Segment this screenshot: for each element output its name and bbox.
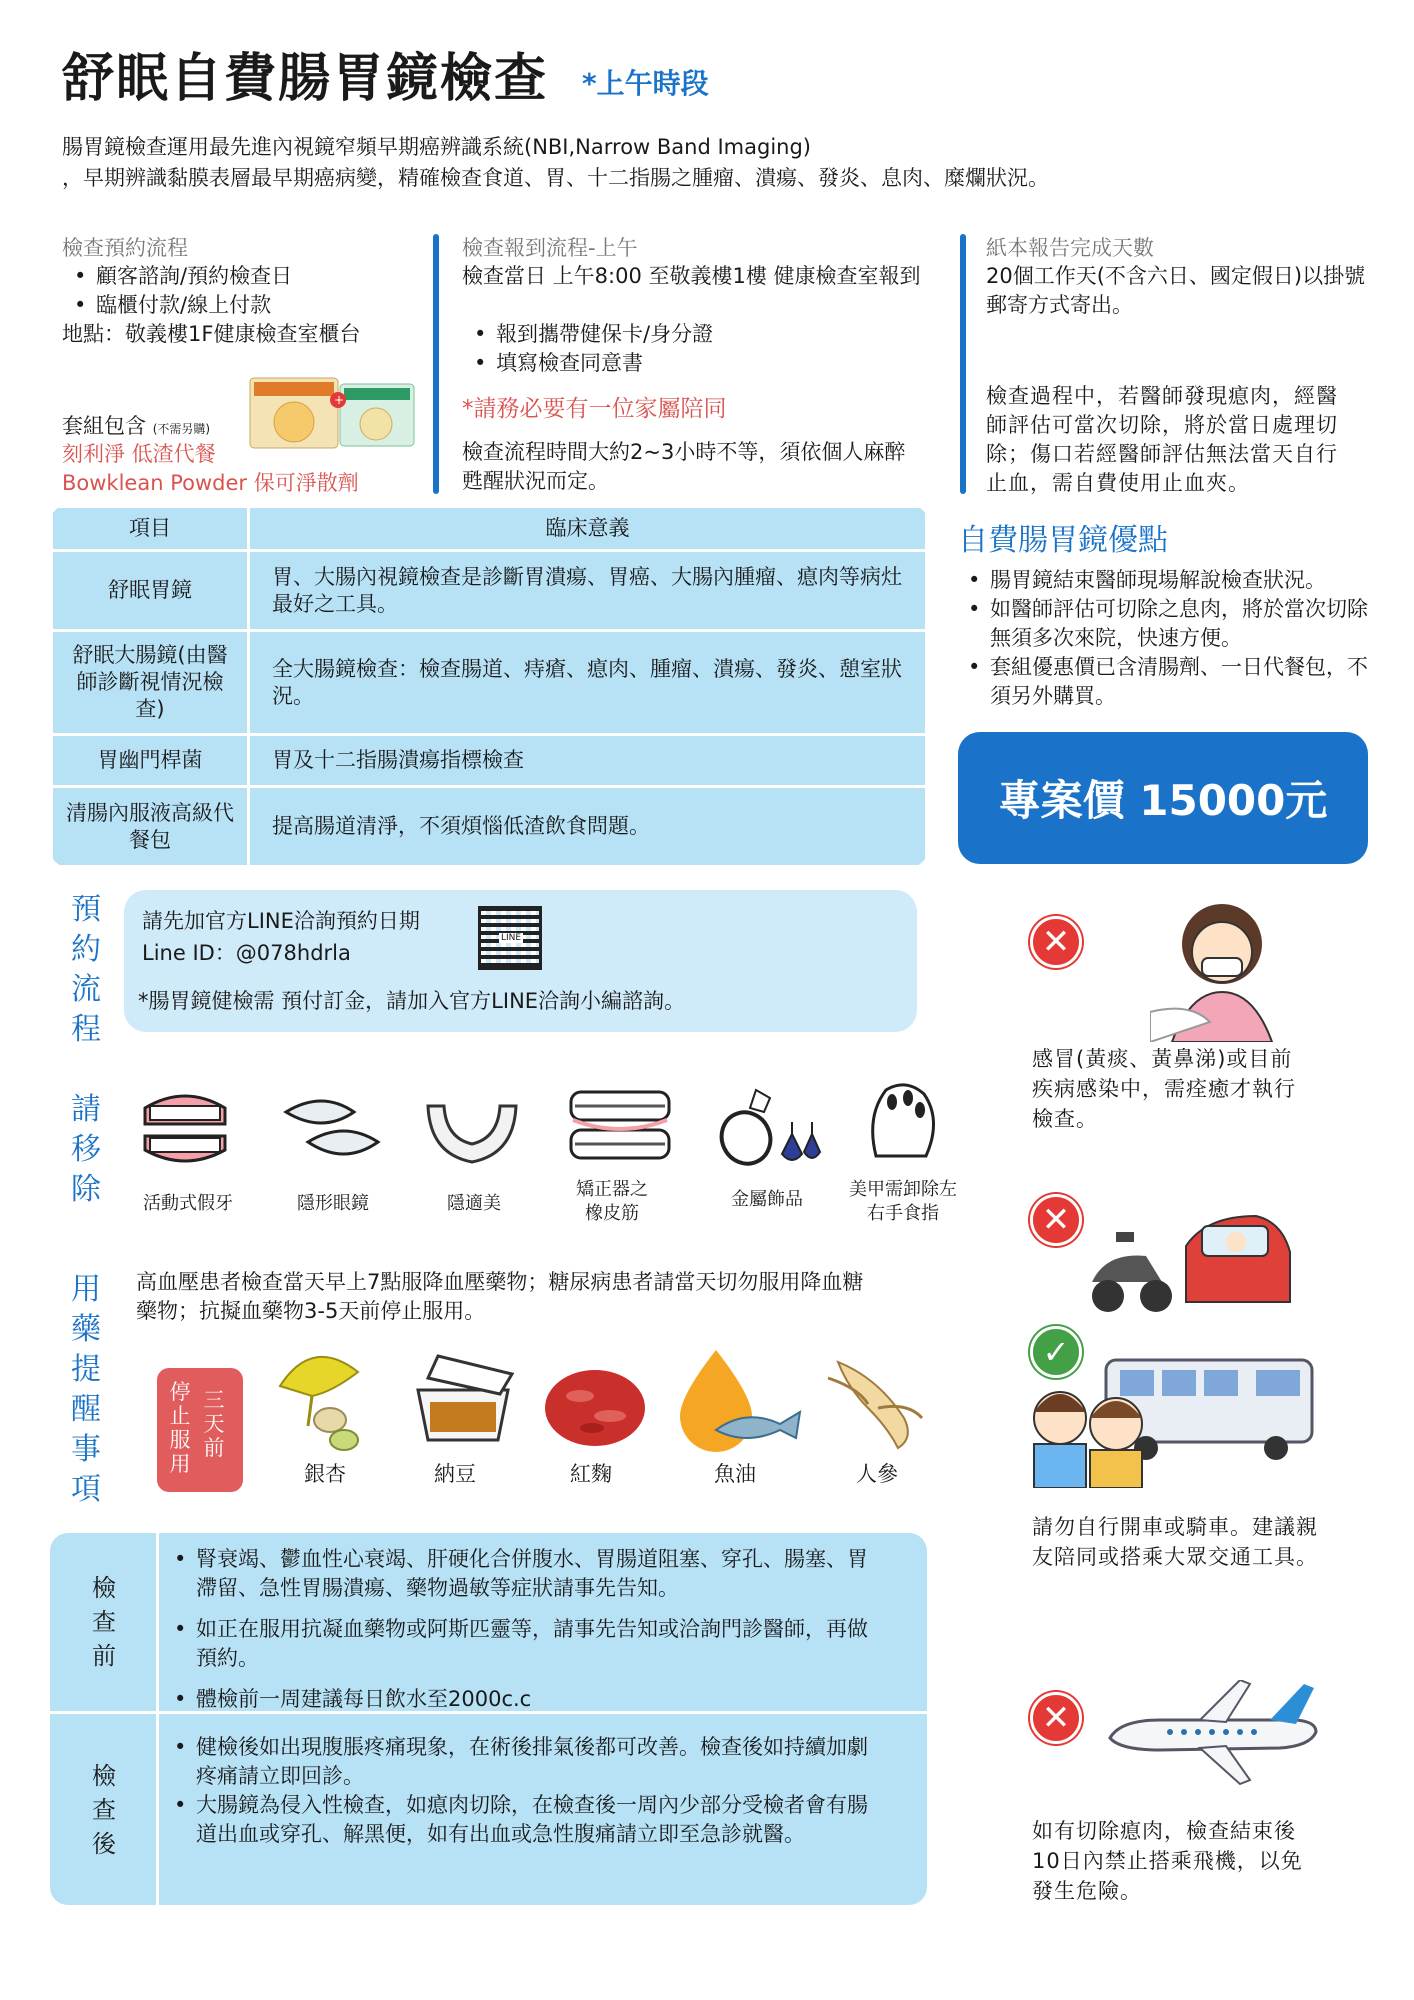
table-header-row: [52, 507, 927, 551]
prohibited-icon: ✕: [1030, 1692, 1082, 1744]
remove-label: 矯正器之橡皮筋: [576, 1179, 648, 1224]
table-row: [52, 787, 927, 867]
food-label: 紅麴: [570, 1462, 612, 1486]
food-label: 人參: [856, 1462, 898, 1486]
before-list: [168, 1545, 868, 1714]
package-meal: 刻利淨 低渣代餐: [62, 442, 216, 466]
checkin-item: • 報到攜帶健保卡/身分證: [468, 320, 908, 349]
table-col-item: 項目: [52, 507, 249, 551]
flight-note: 如有切除瘜肉，檢查結束後10日內禁止搭乘飛機，以免發生危險。: [1032, 1819, 1303, 1903]
table-cell-item: 舒眠胃鏡: [52, 551, 249, 631]
dentures-icon: [140, 1088, 230, 1168]
before-item: • 體檢前一周建議每日飲水至2000c.c: [168, 1685, 868, 1714]
remove-label: 隱形眼鏡: [297, 1193, 369, 1214]
line-instruction: 請先加官方LINE洽詢預約日期: [142, 909, 420, 933]
nail-icon: [862, 1076, 944, 1164]
table-cell-meaning: 胃、大腸內視鏡檢查是診斷胃潰瘍、胃癌、大腸內腫瘤、瘜肉等病灶最好之工具。: [249, 551, 927, 631]
clear-aligner-icon: [420, 1094, 524, 1170]
medication-side-label: 用藥提醒事項: [71, 1272, 101, 1507]
qr-line-label: LINE: [501, 933, 522, 943]
report-heading: 紙本報告完成天數: [986, 236, 1154, 260]
remove-label: 美甲需卸除左右手食指: [849, 1179, 957, 1224]
bowklean-package-image: [248, 374, 418, 452]
page-title: 舒眠自費腸胃鏡檢查: [62, 49, 549, 109]
red-yeast-rice-icon: [540, 1356, 650, 1452]
package-powder: Bowklean Powder 保可淨散劑: [62, 471, 359, 495]
natto-icon: [408, 1350, 518, 1450]
stop-badge-text-2: 三天前: [203, 1388, 225, 1460]
checkin-heading: 檢查報到流程-上午: [462, 236, 638, 260]
booking-item: • 臨櫃付款/線上付款: [68, 291, 428, 320]
food-label: 納豆: [434, 1462, 476, 1486]
page-subtitle: *上午時段: [582, 67, 709, 100]
checkin-item: • 填寫檢查同意書: [468, 349, 908, 378]
table-cell-meaning: 提高腸道清淨，不須煩惱低渣飲食問題。: [249, 787, 927, 867]
table-cell-item: 清腸內服液高級代餐包: [52, 787, 249, 867]
appointment-side-label: 預約流程: [71, 892, 101, 1047]
food-label: 銀杏: [304, 1462, 346, 1486]
table-row: [52, 551, 927, 631]
intro-line-2: ，早期辨識黏膜表層最早期癌病變，精確檢查食道、胃、十二指腸之腫瘤、潰瘍、發炎、息肉、糜爛狀況。: [62, 166, 1049, 190]
prohibited-icon: ✕: [1030, 916, 1082, 968]
advantage-item: • 套組優惠價已含清腸劑、一日代餐包，不須另外購買。: [962, 653, 1382, 711]
stop-badge-text-1: 停止服用: [169, 1380, 191, 1476]
advantages-list: [962, 566, 1382, 711]
divider-bar: [433, 234, 439, 494]
cold-note: 感冒(黃痰、黃鼻涕)或目前疾病感染中，需痊癒才執行檢查。: [1032, 1047, 1296, 1131]
food-label: 魚油: [714, 1462, 756, 1486]
family-note: *請務必要有一位家屬陪同: [462, 396, 727, 422]
line-qr-code[interactable]: [478, 906, 542, 970]
advantages-heading: 自費腸胃鏡優點: [958, 523, 1168, 558]
precautions-box: [50, 1533, 927, 1905]
before-item: • 腎衰竭、鬱血性心衰竭、肝硬化合併腹水、胃腸道阻塞、穿孔、腸塞、胃滯留、急性胃腸潰瘍、藥物過敏等症狀請事先告知。: [168, 1545, 868, 1603]
sick-person-icon: [1150, 892, 1300, 1042]
booking-item: • 顧客諮詢/預約檢查日: [68, 262, 428, 291]
booking-list: [68, 262, 428, 320]
checkin-text: 檢查當日 上午8:00 至敬義樓1樓 健康檢查室報到: [462, 264, 921, 288]
table-cell-item: 舒眠大腸鏡(由醫師診斷視情況檢查): [52, 631, 249, 735]
svg-text:+: +: [334, 393, 345, 407]
after-item: • 健檢後如出現腹脹疼痛現象，在術後排氣後都可改善。檢查後如持續加劇疼痛請立即回診。: [168, 1733, 868, 1791]
stop-medication-badge: [157, 1368, 243, 1492]
after-item: • 大腸鏡為侵入性檢查，如瘜肉切除，在檢查後一周內少部分受檢者會有腸道出血或穿孔、解黑便，如有出血或急性腹痛請立即至急診就醫。: [168, 1791, 868, 1849]
package-label: 套組包含: [62, 414, 146, 438]
ginseng-icon: [818, 1348, 928, 1452]
report-text: 20個工作天(不含六日、國定假日)以掛號郵寄方式寄出。: [986, 264, 1366, 317]
jewelry-icon: [712, 1082, 822, 1172]
contact-lens-icon: [282, 1090, 382, 1170]
table-row: [52, 735, 927, 787]
remove-label: 隱適美: [447, 1193, 501, 1214]
deposit-note: *腸胃鏡健檢需 預付訂金，請加入官方LINE洽詢小編諮詢。: [138, 989, 686, 1013]
booking-location: 地點：敬義樓1F健康檢查室櫃台: [62, 322, 361, 346]
prohibited-icon: ✕: [1030, 1194, 1082, 1246]
scooter-car-icon: [1086, 1212, 1296, 1318]
airplane-icon: [1100, 1680, 1320, 1790]
table-cell-meaning: 全大腸鏡檢查：檢查腸道、痔瘡、瘜肉、腫瘤、潰瘍、發炎、憩室狀況。: [249, 631, 927, 735]
checkin-duration: 檢查流程時間大約2~3小時不等，須依個人麻醉甦醒狀況而定。: [462, 440, 906, 493]
before-label: 檢查前: [92, 1574, 116, 1670]
advantage-item: • 腸胃鏡結束醫師現場解說檢查狀況。: [962, 566, 1382, 595]
divider-line: [156, 1533, 159, 1905]
after-label: 檢查後: [92, 1762, 116, 1858]
medication-text: 高血壓患者檢查當天早上7點服降血壓藥物；糖尿病患者請當天切勿服用降血糖藥物；抗擬血藥物3-5天前停止服用。: [136, 1270, 864, 1323]
remove-label: 金屬飾品: [731, 1189, 803, 1210]
remove-side-label: 請移除: [71, 1092, 101, 1207]
price-badge: 專案價 15000元: [958, 732, 1368, 864]
allowed-icon: ✓: [1030, 1326, 1082, 1378]
after-list: [168, 1733, 868, 1849]
package-note: (不需另購): [152, 422, 211, 436]
advantage-item: • 如醫師評估可切除之息肉，將於當次切除無須多次來院，快速方便。: [962, 595, 1382, 653]
driving-note: 請勿自行開車或騎車。建議親友陪同或搭乘大眾交通工具。: [1032, 1515, 1318, 1569]
line-id: Line ID：@078hdrla: [142, 941, 351, 965]
table-row: [52, 631, 927, 735]
fish-oil-icon: [676, 1346, 806, 1456]
intro-text: [62, 132, 1162, 194]
bus-friends-icon: [1020, 1356, 1320, 1488]
ginkgo-icon: [272, 1346, 382, 1456]
table-cell-meaning: 胃及十二指腸潰瘍指標檢查: [249, 735, 927, 787]
divider-bar: [960, 234, 966, 494]
polyp-text: 檢查過程中，若醫師發現瘜肉，經醫師評估可當次切除，將於當日處理切除；傷口若經醫師評估無法當天自行止血，需自費使用止血夾。: [986, 384, 1338, 495]
table-col-meaning: 臨床意義: [249, 507, 927, 551]
before-item: • 如正在服用抗凝血藥物或阿斯匹靈等，請事先告知或洽詢門診醫師，再做預約。: [168, 1615, 868, 1673]
intro-line-1: 腸胃鏡檢查運用最先進內視鏡窄頻早期癌辨識系統(NBI,Narrow Band Imaging): [62, 135, 811, 159]
checkin-list: [468, 320, 908, 378]
braces-icon: [565, 1086, 675, 1168]
remove-label: 活動式假牙: [143, 1193, 233, 1214]
booking-heading: 檢查預約流程: [62, 236, 188, 260]
items-table: [50, 505, 928, 867]
table-cell-item: 胃幽門桿菌: [52, 735, 249, 787]
